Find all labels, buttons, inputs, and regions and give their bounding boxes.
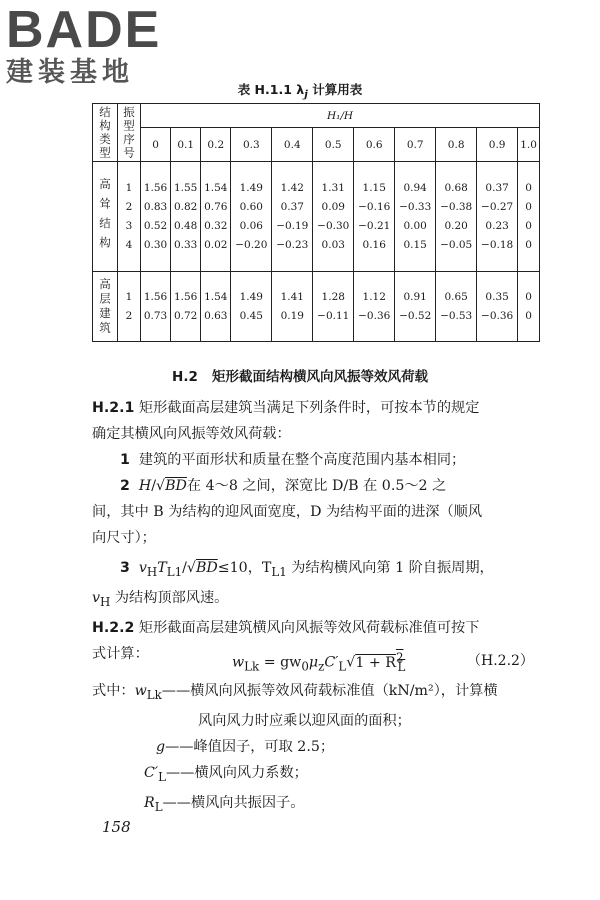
value-column xyxy=(171,272,201,342)
ratio-header-cell: 0 xyxy=(141,128,171,162)
value-cell: 0.94 xyxy=(403,181,427,194)
value-cell: 0.68 xyxy=(444,181,468,194)
ratio-header-cell: 0.3 xyxy=(231,128,272,162)
value-cell: 0 xyxy=(525,309,532,322)
value-column xyxy=(395,162,436,272)
value-cell: 0.65 xyxy=(444,290,468,303)
def-g: g——峰值因子，可取 2.5； xyxy=(156,738,335,755)
value-cell: 1.49 xyxy=(239,290,263,303)
value-cell: 0 xyxy=(525,181,532,194)
value-column xyxy=(354,162,395,272)
value-cell: 0.37 xyxy=(280,200,304,213)
value-cell: −0.30 xyxy=(317,219,350,232)
mode-number: 3 xyxy=(125,219,133,232)
value-cell: −0.11 xyxy=(317,309,350,322)
header-structure-type: 结构类型 xyxy=(93,104,118,162)
value-cell: −0.36 xyxy=(481,309,514,322)
value-cell: 1.31 xyxy=(321,181,345,194)
value-cell: 1.49 xyxy=(239,181,263,194)
symbol-definitions: 式中：$w_{Lk}——$横风向风振等效风荷载标准值（kN/m²），计算横 风向风力时应乘以迎风面的面积； g——峰值因子，可取 2.5； $C'_L——$横风向风力系数； $R_L——$横风向共振因子。 xyxy=(92,678,547,819)
header-mode-number: 振型序号 xyxy=(118,104,141,162)
value-cell: 0.20 xyxy=(444,219,468,232)
table-caption: 表 H.1.1 $\lambda_j$ 计算用表 xyxy=(237,82,363,101)
value-column xyxy=(436,272,477,342)
value-cell: 0.60 xyxy=(239,200,263,213)
group-type: 高耸结构 xyxy=(93,162,118,272)
value-column xyxy=(354,272,395,342)
mode-number: 4 xyxy=(125,238,133,251)
value-cell: −0.18 xyxy=(481,238,514,251)
watermark-main: BADE xyxy=(6,1,162,59)
value-cell: 1.41 xyxy=(280,290,304,303)
formula-h22: $w_{Lk} = gw_0\mu_zC'_L√1 + R^2_L$ xyxy=(232,650,406,674)
value-cell: −0.36 xyxy=(358,309,391,322)
header-ratio: H₁/H xyxy=(141,104,540,128)
value-cell: −0.20 xyxy=(235,238,268,251)
value-column xyxy=(272,272,313,342)
page-number: 158 xyxy=(102,818,131,836)
value-cell: −0.52 xyxy=(399,309,432,322)
value-column xyxy=(201,272,231,342)
ratio-header-cell: 0.2 xyxy=(201,128,231,162)
group-row-highrise xyxy=(93,272,540,342)
value-cell: 1.15 xyxy=(362,181,386,194)
value-column xyxy=(436,162,477,272)
value-cell: 0.33 xyxy=(173,238,198,251)
clause-h21: H.2.1 矩形截面高层建筑当满足下列条件时，可按本节的规定 确定其横风向风振等效风荷载： 1 建筑的平面形状和质量在整个高度范围内基本相同； 2 H/√BD在 4～8 之间，深宽比 D/B 在 0.5～2 之 间，其中 B 为结构的迎风面宽度，D 为结构平面的进深（顺风 向尺寸）； 3 $v_HT_{L1}/√BD\le 10$，$T_{L1}$ 为结构横风向第 1 阶自振周期， $v_H$ 为结构顶部风速。 H.2.2 矩形截面高层建筑横风向风振等效风荷载标准值可按下 式计算： xyxy=(92,400,494,662)
group-type: 高层建筑 xyxy=(93,272,118,342)
ratio-header-cell: 0.1 xyxy=(171,128,201,162)
value-column xyxy=(518,162,540,272)
def-wlk: 式中：$w_{Lk}——$横风向风振等效风荷载标准值（kN/m²），计算横 xyxy=(92,683,498,702)
section-heading: H.2 矩形截面结构横风向风振等效风荷载 xyxy=(172,369,428,385)
value-cell: −0.23 xyxy=(276,238,309,251)
value-cell: −0.38 xyxy=(440,200,473,213)
mode-cell xyxy=(118,162,141,272)
ratio-header-cell: 0.8 xyxy=(436,128,477,162)
value-cell: 1.55 xyxy=(173,181,198,194)
ratio-header-cell: 0.7 xyxy=(395,128,436,162)
value-column xyxy=(272,162,313,272)
ratio-header-cell: 0.9 xyxy=(477,128,518,162)
value-column xyxy=(313,272,354,342)
mode-number: 2 xyxy=(125,309,133,322)
value-column xyxy=(141,272,171,342)
value-cell: 0.16 xyxy=(362,238,386,251)
value-cell: 0.00 xyxy=(403,219,427,232)
value-cell: 0.48 xyxy=(173,219,198,232)
value-cell: −0.27 xyxy=(481,200,514,213)
value-cell: 0.23 xyxy=(485,219,509,232)
def-rl: $R_L——$横风向共振因子。 xyxy=(144,794,305,814)
value-cell: 0.72 xyxy=(173,309,198,322)
value-column xyxy=(231,272,272,342)
value-cell: 0.15 xyxy=(403,238,427,251)
def-cl: $C'_L——$横风向风力系数； xyxy=(144,764,308,784)
lambda-table xyxy=(92,103,540,342)
value-cell: 0.06 xyxy=(239,219,263,232)
ratio-header-cell: 0.6 xyxy=(354,128,395,162)
value-cell: 0 xyxy=(525,290,532,303)
value-cell: 0.52 xyxy=(143,219,168,232)
value-cell: 1.42 xyxy=(280,181,304,194)
value-cell: 0.30 xyxy=(143,238,168,251)
value-cell: 1.28 xyxy=(321,290,345,303)
value-cell: 1.56 xyxy=(173,290,198,303)
value-cell: 1.54 xyxy=(204,290,228,303)
value-column xyxy=(141,162,171,272)
value-column xyxy=(231,162,272,272)
value-column xyxy=(477,162,518,272)
group-row-tower xyxy=(93,162,540,272)
value-cell: 0.03 xyxy=(321,238,345,251)
value-cell: 0.32 xyxy=(204,219,228,232)
value-cell: 0.76 xyxy=(204,200,228,213)
watermark-sub: 建装基地 xyxy=(6,57,134,88)
watermark-logo xyxy=(6,1,176,88)
value-cell: 0.19 xyxy=(280,309,304,322)
value-cell: 1.54 xyxy=(204,181,228,194)
value-column xyxy=(518,272,540,342)
value-cell: 0.35 xyxy=(485,290,509,303)
mode-number: 1 xyxy=(125,181,133,194)
ratio-header-cell: 0.5 xyxy=(313,128,354,162)
formula-number: （H.2.2） xyxy=(467,653,534,669)
value-column xyxy=(395,272,436,342)
value-cell: −0.21 xyxy=(358,219,391,232)
mode-number: 2 xyxy=(125,200,133,213)
value-cell: 0 xyxy=(525,238,532,251)
value-cell: 0 xyxy=(525,219,532,232)
value-cell: 1.56 xyxy=(143,290,168,303)
value-column xyxy=(313,162,354,272)
value-cell: 0.45 xyxy=(239,309,263,322)
value-cell: −0.53 xyxy=(440,309,473,322)
value-cell: −0.05 xyxy=(440,238,473,251)
value-cell: 0.83 xyxy=(143,200,168,213)
value-cell: 0.82 xyxy=(173,200,198,213)
value-cell: 0.63 xyxy=(204,309,228,322)
value-column xyxy=(201,162,231,272)
value-column xyxy=(171,162,201,272)
value-cell: 0.73 xyxy=(143,309,168,322)
ratio-header-cell: 1.0 xyxy=(518,128,540,162)
value-cell: −0.19 xyxy=(276,219,309,232)
value-cell: 0.02 xyxy=(204,238,228,251)
value-column xyxy=(477,272,518,342)
value-cell: −0.33 xyxy=(399,200,432,213)
mode-number: 1 xyxy=(125,290,133,303)
ratio-header-cell: 0.4 xyxy=(272,128,313,162)
value-cell: 0.09 xyxy=(321,200,345,213)
value-cell: 0.37 xyxy=(485,181,509,194)
value-cell: −0.16 xyxy=(358,200,391,213)
value-cell: 1.56 xyxy=(143,181,168,194)
value-cell: 0.91 xyxy=(403,290,427,303)
value-cell: 1.12 xyxy=(362,290,386,303)
value-cell: 0 xyxy=(525,200,532,213)
mode-cell xyxy=(118,272,141,342)
ratio-header-row xyxy=(93,128,540,162)
